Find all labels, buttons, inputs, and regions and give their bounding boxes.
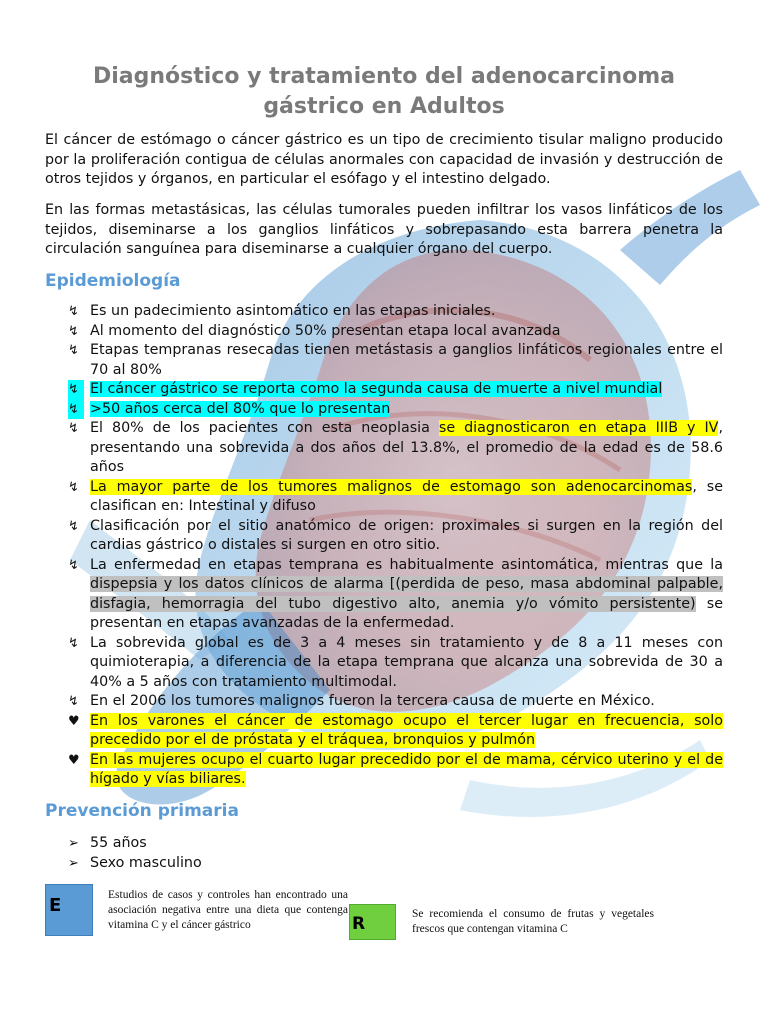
document-title: Diagnóstico y tratamiento del adenocarcinoma gástrico en Adultos <box>92 64 676 119</box>
recommendation-label-box: R <box>349 904 396 940</box>
list-item-text: En el 2006 los tumores malignos fueron la tercera causa de muerte en México. <box>90 693 655 709</box>
list-item <box>68 478 723 517</box>
arrow-bullet-icon: ↯ <box>68 557 79 573</box>
epidemiologia-heading: Epidemiología <box>45 271 181 291</box>
list-item-text: El 80% de los pacientes con esta neoplasia <box>90 420 439 436</box>
list-item-text: , se clasifican en: Intestinal y difuso <box>90 478 723 514</box>
list-item <box>68 556 723 634</box>
arrowhead-bullet-icon: ➢ <box>68 836 79 851</box>
list-item <box>68 854 723 874</box>
arrow-bullet-icon: ↯ <box>68 304 79 319</box>
evidence-label-box: E <box>45 884 93 936</box>
evidence-text: Estudios de casos y controles han encontrado una asociación negativa entre una dieta que contenga vitamina C y el cáncer gástrico <box>108 889 348 931</box>
heart-bullet-icon: ♥ <box>68 752 80 768</box>
list-item-text: La enfermedad en etapas temprana es habitualmente asintomática, mientras que la <box>90 556 723 573</box>
intro-paragraph-2: En las formas metastásicas, las células tumorales pueden infiltrar los vasos linfáticos de los tejidos, diseminarse a los ganglios linfáticos y sobrepasando esta barrera penetra la circulación sanguínea para diseminarse a cualquier órgano del cuerpo. <box>45 202 723 257</box>
highlighted-text: En los varones el cáncer de estomago ocupo el tercer lugar en frecuencia, solo precedido por el de próstata y el tráquea, bronquios y pulmón <box>90 712 723 748</box>
arrow-bullet-icon: ↯ <box>68 400 84 420</box>
list-item-text: Es un padecimiento asintomático en las etapas iniciales. <box>90 303 496 319</box>
list-item <box>68 302 723 322</box>
prevencion-heading: Prevención primaria <box>45 801 239 821</box>
list-item <box>68 341 723 380</box>
arrow-bullet-icon: ↯ <box>68 479 79 495</box>
list-item-text: El cáncer gástrico se reporta como la segunda causa de muerte a nivel mundial <box>90 381 663 397</box>
epidemiologia-list <box>68 302 723 790</box>
list-item <box>68 517 723 556</box>
list-item-text: 55 años <box>90 835 147 851</box>
list-item-text: Sexo masculino <box>90 854 202 871</box>
list-item <box>68 634 723 693</box>
list-item <box>68 380 723 400</box>
list-item <box>68 712 723 751</box>
recommendation-text: Se recomienda el consumo de frutas y vegetales frescos que contengan vitamina C <box>412 908 654 935</box>
arrowhead-bullet-icon: ➢ <box>68 855 79 871</box>
highlighted-text: dispepsia y los datos clínicos de alarma [(perdida de peso, masa abdominal palpable, disfagia, hemorragia del tubo digestivo alto, anemia y/o vómito persistente) <box>90 576 723 612</box>
list-item <box>68 834 723 854</box>
list-item-text: >50 años cerca del 80% que lo presentan <box>90 400 391 417</box>
arrow-bullet-icon: ↯ <box>68 694 79 709</box>
list-item-text: , presentando una sobrevida a dos años del 13.8%, el promedio de la edad es de 58.6 años <box>90 420 723 475</box>
list-item <box>68 692 723 712</box>
intro-paragraph-1: El cáncer de estómago o cáncer gástrico es un tipo de crecimiento tisular maligno producido por la proliferación contigua de células anormales con capacidad de invasión y destrucción de otros tejidos y órganos, en particular el esófago y el intestino delgado. <box>45 132 723 187</box>
arrow-bullet-icon: ↯ <box>68 380 84 400</box>
list-item-text: se presentan en etapas avanzadas de la enfermedad. <box>90 595 723 631</box>
prevencion-list <box>68 834 723 873</box>
heart-bullet-icon: ♥ <box>68 713 80 729</box>
highlighted-text: La mayor parte de los tumores malignos de estomago son adenocarcinomas <box>90 478 693 495</box>
list-item-text: Al momento del diagnóstico 50% presentan etapa local avanzada <box>90 322 561 339</box>
list-item-text: Clasificación por el sitio anatómico de origen: proximales si surgen en la región del cardias gástrico o distales si surgen en otro sitio. <box>90 517 723 553</box>
highlighted-text: En las mujeres ocupo el cuarto lugar precedido por el de mama, cérvico uterino y el de hígado y vías biliares. <box>90 751 723 787</box>
arrow-bullet-icon: ↯ <box>68 518 79 534</box>
list-item <box>68 419 723 478</box>
list-item <box>68 400 723 420</box>
arrow-bullet-icon: ↯ <box>68 323 79 339</box>
arrow-bullet-icon: ↯ <box>68 343 79 358</box>
list-item-text: Etapas tempranas resecadas tienen metástasis a ganglios linfáticos regionales entre el 70 al 80% <box>90 342 723 378</box>
list-item <box>68 322 723 342</box>
list-item <box>68 751 723 790</box>
highlighted-text: se diagnosticaron en etapa IIIB y IV <box>438 420 719 436</box>
list-item-text: La sobrevida global es de 3 a 4 meses sin tratamiento y de 8 a 11 meses con quimioterapia, a diferencia de la etapa temprana que alcanza una sobrevida de 30 a 40% a 5 años con tratamiento multimodal. <box>90 634 723 690</box>
arrow-bullet-icon: ↯ <box>68 635 79 651</box>
arrow-bullet-icon: ↯ <box>68 421 79 436</box>
